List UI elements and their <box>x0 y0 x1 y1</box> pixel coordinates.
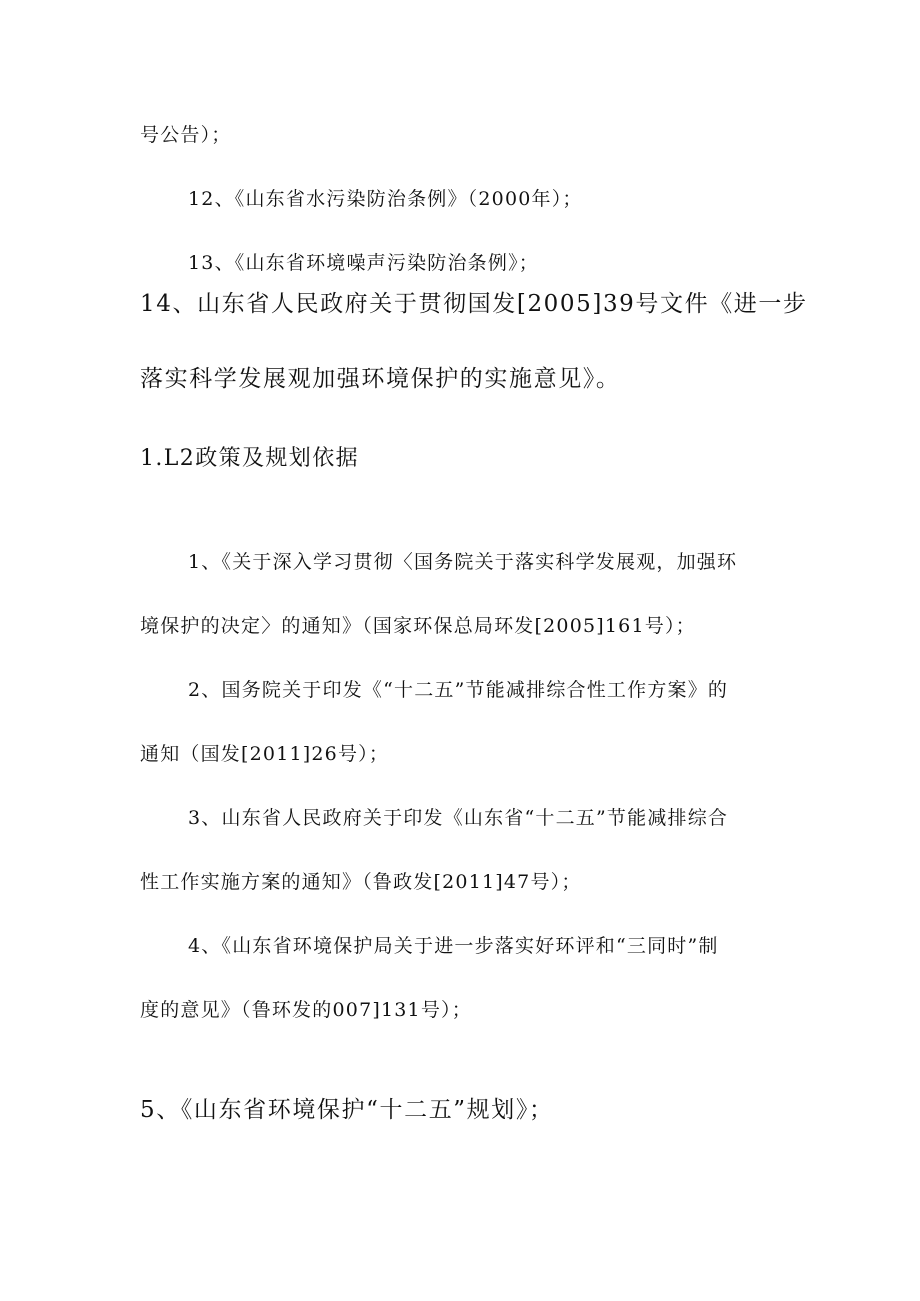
text-line-4: 14、山东省人民政府关于贯彻国发[2005]39号文件《进一步 <box>140 291 808 317</box>
text-line-8: 境保护的决定〉的通知》（国家环保总局环发[2005]161号）； <box>140 615 696 637</box>
text-line-5: 落实科学发展观加强环境保护的实施意见》。 <box>140 366 621 392</box>
text-line-14: 度的意见》（鲁环发的007]131号）； <box>140 999 472 1021</box>
text-line-13: 4、《山东省环境保护局关于进一步落实好环评和“三同时”制 <box>188 935 719 957</box>
section-heading: 1.L2政策及规划依据 <box>140 446 359 471</box>
text-line-11: 3、山东省人民政府关于印发《山东省“十二五”节能减排综合 <box>188 807 729 829</box>
text-line-3: 13、《山东省环境噪声污染防治条例》； <box>188 252 539 274</box>
text-line-10: 通知（国发[2011]26号）； <box>140 743 390 765</box>
text-line-15: 5、《山东省环境保护“十二五”规划》； <box>140 1097 554 1123</box>
text-line-2: 12、《山东省水污染防治条例》（2000年）； <box>188 188 583 210</box>
text-line-9: 2、国务院关于印发《“十二五”节能减排综合性工作方案》的 <box>188 679 729 701</box>
text-line-1: 号公告）； <box>140 124 232 146</box>
text-line-7: 1、《关于深入学习贯彻〈国务院关于落实科学发展观，加强环 <box>188 551 738 573</box>
text-line-12: 性工作实施方案的通知》（鲁政发[2011]47号）； <box>140 871 582 893</box>
